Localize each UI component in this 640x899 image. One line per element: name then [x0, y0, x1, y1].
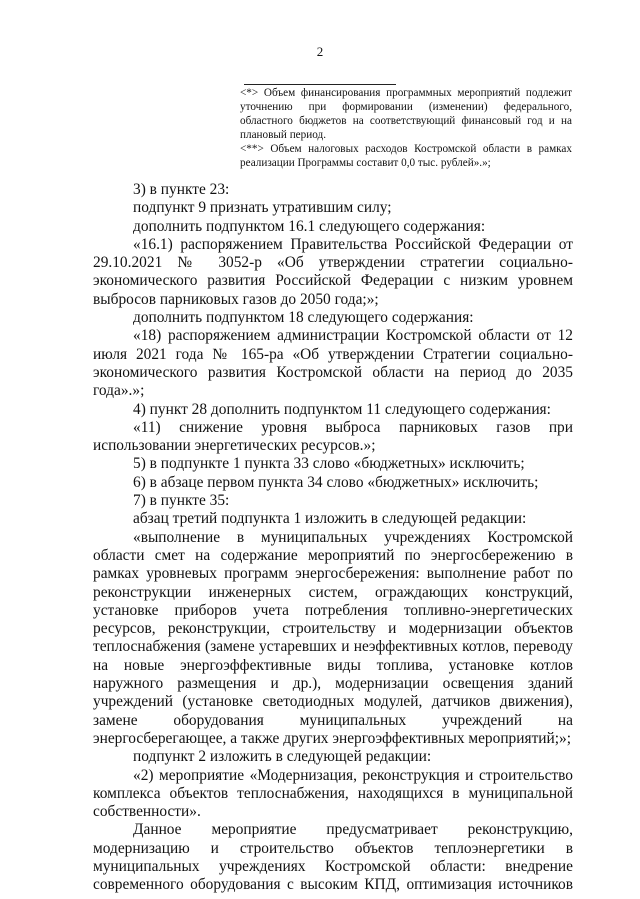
paragraph: дополнить подпунктом 16.1 следующего содержания: [133, 217, 486, 235]
paragraph: Данное мероприятие предусматривает реконструкцию, модернизацию и строительство объектов теплоэнергетики в муниципальных учреждениях Костромской области: внедрение современного оборудования с высоким КПД, оптимизация источников [93, 821, 573, 894]
paragraph: 7) в пункте 35: [133, 492, 230, 510]
paragraph: подпункт 9 признать утратившим силу; [133, 199, 392, 217]
footnotes [240, 86, 572, 170]
paragraph: 3) в пункте 23: [133, 181, 230, 198]
paragraph: абзац третий подпункта 1 изложить в следующей редакции: [133, 510, 527, 528]
document-body [93, 181, 573, 895]
paragraph: 4) пункт 28 дополнить подпунктом 11 следующего содержания: [133, 400, 551, 418]
paragraph: «2) мероприятие «Модернизация, реконструкция и строительство комплекса объектов теплоснабжения, находящихся в муниципальной собственности». [93, 766, 573, 821]
footnote-separator [244, 84, 396, 85]
footnote: <**> Объем налоговых расходов Костромской области в рамках реализации Программы составит 0,0 тыс. рублей».»; [240, 143, 572, 169]
page-number: 2 [316, 44, 324, 59]
paragraph: «11) снижение уровня выброса парниковых газов при использовании энергетических ресурсов.»; [93, 418, 573, 455]
footnote: <*> Объем финансирования программных мероприятий подлежит уточнению при формировании (изменении) федерального, областного бюджетов на соответствующий финансовый год и на плановый период. [240, 87, 572, 141]
paragraph: дополнить подпунктом 18 следующего содержания: [133, 309, 474, 327]
paragraph: «выполнение в муниципальных учреждениях Костромской области смет на содержание мероприятий по энергосбережению в рамках уровневых программ энергосбережения: выполнение работ по реконструкции инженерных систем, ограждающих конструкций, установке приборов учета потребления топливно-энергетических ресурсов, реконструкции, строительству и модернизации объектов теплоснабжения (замене устаревших и неэффективных котлов, переводу на новые энергоэффективные виды топлива, установке котлов наружного размещения и др.), модернизации освещения зданий учреждений (установке светодиодных модулей, датчиков движения), замене оборудования муниципальных учреждений на энергосберегающее, а также других энергоэффективных мероприятий;»; [93, 528, 573, 747]
paragraph: 5) в подпункте 1 пункта 33 слово «бюджетных» исключить; [133, 455, 525, 473]
paragraph: «18) распоряжением администрации Костромской области от 12 июля 2021 года № 165-ра «Об утверждении Стратегии социально-экономического развития Костромской области на период до 2035 года».»; [93, 327, 573, 400]
paragraph: 6) в абзаце первом пункта 34 слово «бюджетных» исключить; [133, 473, 539, 491]
paragraph: «16.1) распоряжением Правительства Российской Федерации от 29.10.2021 № 3052-р «Об утверждении стратегии социально-экономического развития Российской Федерации с низким уровнем выбросов парниковых газов до 2050 года;»; [93, 235, 573, 308]
paragraph: подпункт 2 изложить в следующей редакции: [133, 748, 432, 766]
